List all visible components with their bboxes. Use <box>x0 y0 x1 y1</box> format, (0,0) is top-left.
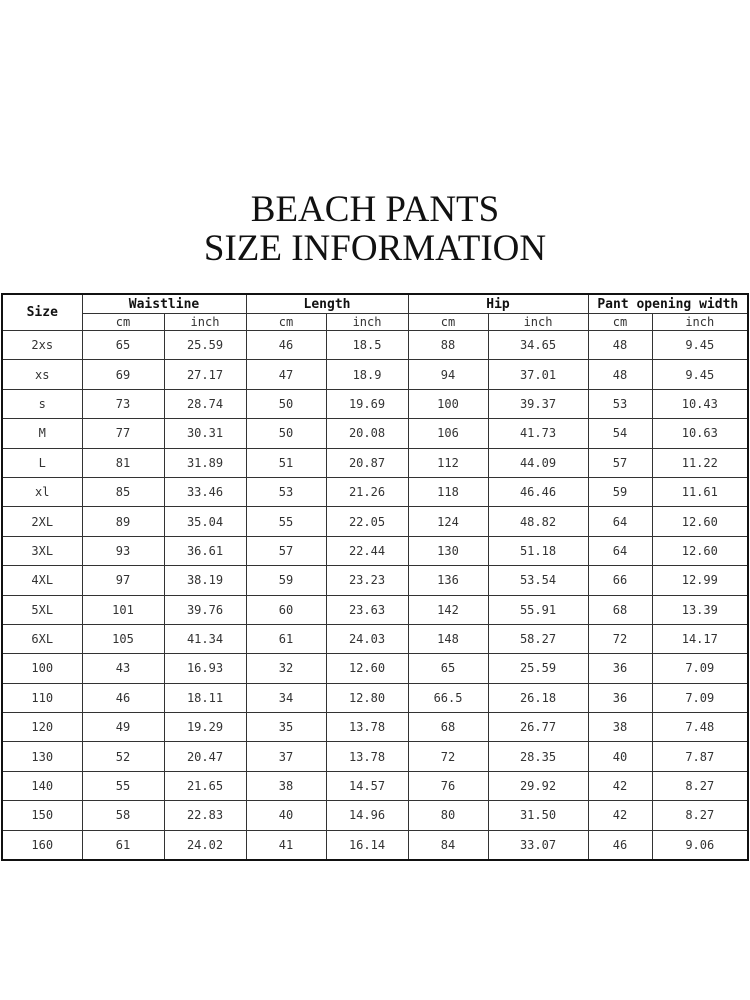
length-inch-cell: 21.26 <box>326 477 408 506</box>
waistline-inch-cell: 19.29 <box>164 713 246 742</box>
length-cm-cell: 34 <box>246 683 326 712</box>
size-cell: 6XL <box>2 624 82 653</box>
table-row <box>2 448 748 477</box>
length-cm-cell: 38 <box>246 771 326 800</box>
pant-opening-cm-cell: 66 <box>588 566 652 595</box>
pant-opening-cm-cell: 46 <box>588 830 652 860</box>
table-body <box>2 331 748 861</box>
waistline-cm-cell: 85 <box>82 477 164 506</box>
waistline-cm-cell: 69 <box>82 360 164 389</box>
waistline-cm-cell: 77 <box>82 419 164 448</box>
table-row <box>2 507 748 536</box>
waistline-cm-cell: 93 <box>82 536 164 565</box>
pant-opening-cm-cell: 40 <box>588 742 652 771</box>
hip-inch-cell: 41.73 <box>488 419 588 448</box>
length-cm-cell: 57 <box>246 536 326 565</box>
length-cm-cell: 61 <box>246 624 326 653</box>
waistline-cm-cell: 52 <box>82 742 164 771</box>
unit-header: cm <box>82 314 164 331</box>
pant-opening-cm-cell: 64 <box>588 536 652 565</box>
pant-opening-cm-cell: 53 <box>588 389 652 418</box>
waistline-inch-cell: 27.17 <box>164 360 246 389</box>
unit-header: cm <box>246 314 326 331</box>
hip-cm-cell: 100 <box>408 389 488 418</box>
pant-opening-inch-cell: 8.27 <box>652 771 748 800</box>
size-cell: 3XL <box>2 536 82 565</box>
length-inch-cell: 18.9 <box>326 360 408 389</box>
hip-cm-cell: 76 <box>408 771 488 800</box>
size-cell: 110 <box>2 683 82 712</box>
table-row <box>2 595 748 624</box>
waistline-cm-cell: 73 <box>82 389 164 418</box>
hip-inch-cell: 37.01 <box>488 360 588 389</box>
hip-cm-cell: 84 <box>408 830 488 860</box>
page-title <box>0 190 750 268</box>
length-cm-cell: 51 <box>246 448 326 477</box>
waistline-inch-cell: 39.76 <box>164 595 246 624</box>
pant-opening-cm-cell: 36 <box>588 654 652 683</box>
size-cell: 2XL <box>2 507 82 536</box>
pant-opening-cm-cell: 48 <box>588 360 652 389</box>
length-cm-cell: 50 <box>246 419 326 448</box>
length-cm-cell: 59 <box>246 566 326 595</box>
length-inch-cell: 22.44 <box>326 536 408 565</box>
size-cell: 150 <box>2 801 82 830</box>
waistline-inch-cell: 22.83 <box>164 801 246 830</box>
group-header-pant-opening-width: Pant opening width <box>588 294 748 314</box>
pant-opening-cm-cell: 48 <box>588 331 652 360</box>
table-row <box>2 830 748 860</box>
size-cell: 120 <box>2 713 82 742</box>
waistline-cm-cell: 61 <box>82 830 164 860</box>
pant-opening-inch-cell: 7.09 <box>652 683 748 712</box>
size-cell: 2xs <box>2 331 82 360</box>
hip-inch-cell: 26.77 <box>488 713 588 742</box>
hip-cm-cell: 142 <box>408 595 488 624</box>
waistline-inch-cell: 25.59 <box>164 331 246 360</box>
hip-cm-cell: 118 <box>408 477 488 506</box>
length-inch-cell: 20.87 <box>326 448 408 477</box>
length-inch-cell: 14.96 <box>326 801 408 830</box>
length-cm-cell: 35 <box>246 713 326 742</box>
title-line-2: SIZE INFORMATION <box>203 228 547 269</box>
length-cm-cell: 40 <box>246 801 326 830</box>
size-cell: 4XL <box>2 566 82 595</box>
length-inch-cell: 24.03 <box>326 624 408 653</box>
hip-cm-cell: 80 <box>408 801 488 830</box>
length-inch-cell: 12.80 <box>326 683 408 712</box>
length-inch-cell: 16.14 <box>326 830 408 860</box>
pant-opening-cm-cell: 42 <box>588 771 652 800</box>
hip-inch-cell: 53.54 <box>488 566 588 595</box>
waistline-inch-cell: 31.89 <box>164 448 246 477</box>
length-cm-cell: 50 <box>246 389 326 418</box>
size-chart-table <box>1 293 749 861</box>
length-cm-cell: 46 <box>246 331 326 360</box>
hip-cm-cell: 106 <box>408 419 488 448</box>
unit-header: inch <box>488 314 588 331</box>
hip-inch-cell: 46.46 <box>488 477 588 506</box>
length-inch-cell: 23.23 <box>326 566 408 595</box>
length-cm-cell: 37 <box>246 742 326 771</box>
pant-opening-cm-cell: 72 <box>588 624 652 653</box>
hip-cm-cell: 136 <box>408 566 488 595</box>
size-cell: 160 <box>2 830 82 860</box>
waistline-inch-cell: 38.19 <box>164 566 246 595</box>
group-header-hip: Hip <box>408 294 588 314</box>
waistline-cm-cell: 81 <box>82 448 164 477</box>
length-cm-cell: 47 <box>246 360 326 389</box>
length-inch-cell: 18.5 <box>326 331 408 360</box>
table-row <box>2 566 748 595</box>
size-cell: s <box>2 389 82 418</box>
pant-opening-inch-cell: 12.60 <box>652 536 748 565</box>
pant-opening-inch-cell: 7.09 <box>652 654 748 683</box>
table-row <box>2 477 748 506</box>
hip-inch-cell: 58.27 <box>488 624 588 653</box>
hip-inch-cell: 44.09 <box>488 448 588 477</box>
pant-opening-cm-cell: 64 <box>588 507 652 536</box>
hip-inch-cell: 55.91 <box>488 595 588 624</box>
length-inch-cell: 20.08 <box>326 419 408 448</box>
pant-opening-cm-cell: 54 <box>588 419 652 448</box>
hip-inch-cell: 28.35 <box>488 742 588 771</box>
pant-opening-inch-cell: 12.99 <box>652 566 748 595</box>
pant-opening-inch-cell: 12.60 <box>652 507 748 536</box>
waistline-cm-cell: 89 <box>82 507 164 536</box>
hip-inch-cell: 31.50 <box>488 801 588 830</box>
length-inch-cell: 14.57 <box>326 771 408 800</box>
table-row <box>2 771 748 800</box>
size-cell: xs <box>2 360 82 389</box>
size-cell: xl <box>2 477 82 506</box>
length-cm-cell: 32 <box>246 654 326 683</box>
pant-opening-inch-cell: 9.45 <box>652 360 748 389</box>
table-row <box>2 713 748 742</box>
table-row <box>2 654 748 683</box>
waistline-cm-cell: 97 <box>82 566 164 595</box>
length-inch-cell: 19.69 <box>326 389 408 418</box>
hip-cm-cell: 68 <box>408 713 488 742</box>
waistline-cm-cell: 49 <box>82 713 164 742</box>
group-header-waistline: Waistline <box>82 294 246 314</box>
waistline-inch-cell: 18.11 <box>164 683 246 712</box>
group-header-length: Length <box>246 294 408 314</box>
pant-opening-cm-cell: 38 <box>588 713 652 742</box>
pant-opening-cm-cell: 57 <box>588 448 652 477</box>
length-inch-cell: 13.78 <box>326 713 408 742</box>
table-group-header-row <box>2 294 748 314</box>
pant-opening-cm-cell: 36 <box>588 683 652 712</box>
table-row <box>2 624 748 653</box>
waistline-inch-cell: 20.47 <box>164 742 246 771</box>
pant-opening-inch-cell: 11.22 <box>652 448 748 477</box>
length-cm-cell: 53 <box>246 477 326 506</box>
unit-header: cm <box>408 314 488 331</box>
waistline-cm-cell: 58 <box>82 801 164 830</box>
waistline-cm-cell: 101 <box>82 595 164 624</box>
hip-cm-cell: 88 <box>408 331 488 360</box>
size-cell: 100 <box>2 654 82 683</box>
waistline-inch-cell: 41.34 <box>164 624 246 653</box>
hip-inch-cell: 39.37 <box>488 389 588 418</box>
waistline-inch-cell: 28.74 <box>164 389 246 418</box>
hip-cm-cell: 94 <box>408 360 488 389</box>
hip-cm-cell: 112 <box>408 448 488 477</box>
hip-cm-cell: 66.5 <box>408 683 488 712</box>
length-cm-cell: 55 <box>246 507 326 536</box>
table-row <box>2 360 748 389</box>
hip-cm-cell: 130 <box>408 536 488 565</box>
size-cell: 140 <box>2 771 82 800</box>
table-row <box>2 801 748 830</box>
waistline-cm-cell: 43 <box>82 654 164 683</box>
hip-inch-cell: 26.18 <box>488 683 588 712</box>
title-line-1: BEACH PANTS <box>250 189 500 230</box>
pant-opening-cm-cell: 42 <box>588 801 652 830</box>
waistline-inch-cell: 21.65 <box>164 771 246 800</box>
table-row <box>2 331 748 360</box>
pant-opening-inch-cell: 10.43 <box>652 389 748 418</box>
pant-opening-inch-cell: 7.87 <box>652 742 748 771</box>
hip-cm-cell: 72 <box>408 742 488 771</box>
table-row <box>2 742 748 771</box>
hip-cm-cell: 124 <box>408 507 488 536</box>
hip-inch-cell: 25.59 <box>488 654 588 683</box>
pant-opening-cm-cell: 59 <box>588 477 652 506</box>
size-cell: 5XL <box>2 595 82 624</box>
waistline-inch-cell: 36.61 <box>164 536 246 565</box>
size-cell: M <box>2 419 82 448</box>
unit-header: cm <box>588 314 652 331</box>
waistline-cm-cell: 46 <box>82 683 164 712</box>
hip-inch-cell: 29.92 <box>488 771 588 800</box>
pant-opening-inch-cell: 13.39 <box>652 595 748 624</box>
pant-opening-cm-cell: 68 <box>588 595 652 624</box>
hip-cm-cell: 65 <box>408 654 488 683</box>
size-cell: 130 <box>2 742 82 771</box>
table-row <box>2 419 748 448</box>
hip-inch-cell: 34.65 <box>488 331 588 360</box>
pant-opening-inch-cell: 14.17 <box>652 624 748 653</box>
table-row <box>2 536 748 565</box>
pant-opening-inch-cell: 9.06 <box>652 830 748 860</box>
length-cm-cell: 41 <box>246 830 326 860</box>
unit-header: inch <box>326 314 408 331</box>
size-column-header: Size <box>2 294 82 331</box>
size-cell: L <box>2 448 82 477</box>
waistline-cm-cell: 65 <box>82 331 164 360</box>
hip-inch-cell: 48.82 <box>488 507 588 536</box>
pant-opening-inch-cell: 11.61 <box>652 477 748 506</box>
unit-header: inch <box>164 314 246 331</box>
length-inch-cell: 22.05 <box>326 507 408 536</box>
pant-opening-inch-cell: 8.27 <box>652 801 748 830</box>
pant-opening-inch-cell: 10.63 <box>652 419 748 448</box>
waistline-inch-cell: 33.46 <box>164 477 246 506</box>
table-unit-header-row <box>2 314 748 331</box>
hip-inch-cell: 51.18 <box>488 536 588 565</box>
waistline-cm-cell: 55 <box>82 771 164 800</box>
pant-opening-inch-cell: 7.48 <box>652 713 748 742</box>
waistline-inch-cell: 30.31 <box>164 419 246 448</box>
length-inch-cell: 13.78 <box>326 742 408 771</box>
table-row <box>2 683 748 712</box>
unit-header: inch <box>652 314 748 331</box>
length-inch-cell: 23.63 <box>326 595 408 624</box>
pant-opening-inch-cell: 9.45 <box>652 331 748 360</box>
waistline-inch-cell: 16.93 <box>164 654 246 683</box>
table-row <box>2 389 748 418</box>
length-cm-cell: 60 <box>246 595 326 624</box>
waistline-inch-cell: 35.04 <box>164 507 246 536</box>
hip-cm-cell: 148 <box>408 624 488 653</box>
length-inch-cell: 12.60 <box>326 654 408 683</box>
waistline-cm-cell: 105 <box>82 624 164 653</box>
hip-inch-cell: 33.07 <box>488 830 588 860</box>
waistline-inch-cell: 24.02 <box>164 830 246 860</box>
